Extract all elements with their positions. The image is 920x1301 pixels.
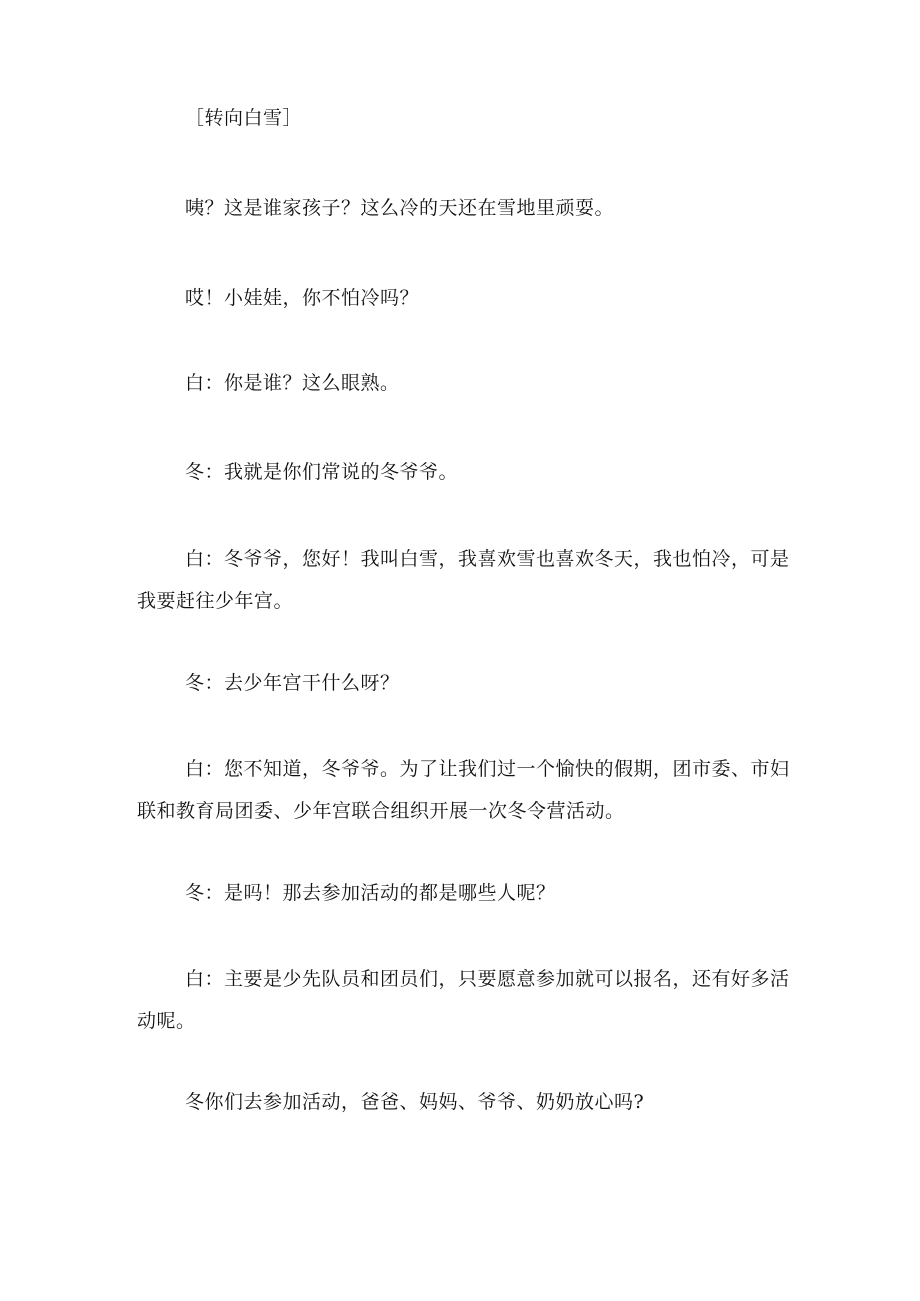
paragraph-line-6: 冬：去少年宫干什么呀？ (185, 672, 400, 694)
paragraph-line-10: 冬你们去参加活动，爸爸、妈妈、爷爷、奶奶放心吗? (185, 1091, 645, 1113)
paragraph-line-8: 冬：是吗！那去参加活动的都是哪些人呢？ (185, 882, 556, 904)
paragraph-stage-direction: ［转向白雪］ (185, 107, 303, 129)
paragraph-line-2: 哎！小娃娃，你不怕冷吗？ (185, 287, 420, 309)
paragraph-line-9: 白：主要是少先队员和团员们，只要愿意参加就可以报名，还有好多活动呢。 (137, 968, 790, 1032)
paragraph-line-1: 咦？这是谁家孩子？这么冷的天还在雪地里顽耍。 (185, 197, 615, 219)
paragraph-line-3: 白：你是谁？这么眼熟。 (185, 372, 400, 394)
paragraph-line-7: 白：您不知道，冬爷爷。为了让我们过一个愉快的假期，团市委、市妇联和教育局团委、少年宫联合组织开展一次冬令营活动。 (137, 758, 790, 822)
paragraph-line-4: 冬：我就是你们常说的冬爷爷。 (185, 461, 459, 483)
paragraph-line-5: 白：冬爷爷，您好！我叫白雪，我喜欢雪也喜欢冬天，我也怕冷，可是我要赶往少年宫。 (137, 548, 790, 612)
